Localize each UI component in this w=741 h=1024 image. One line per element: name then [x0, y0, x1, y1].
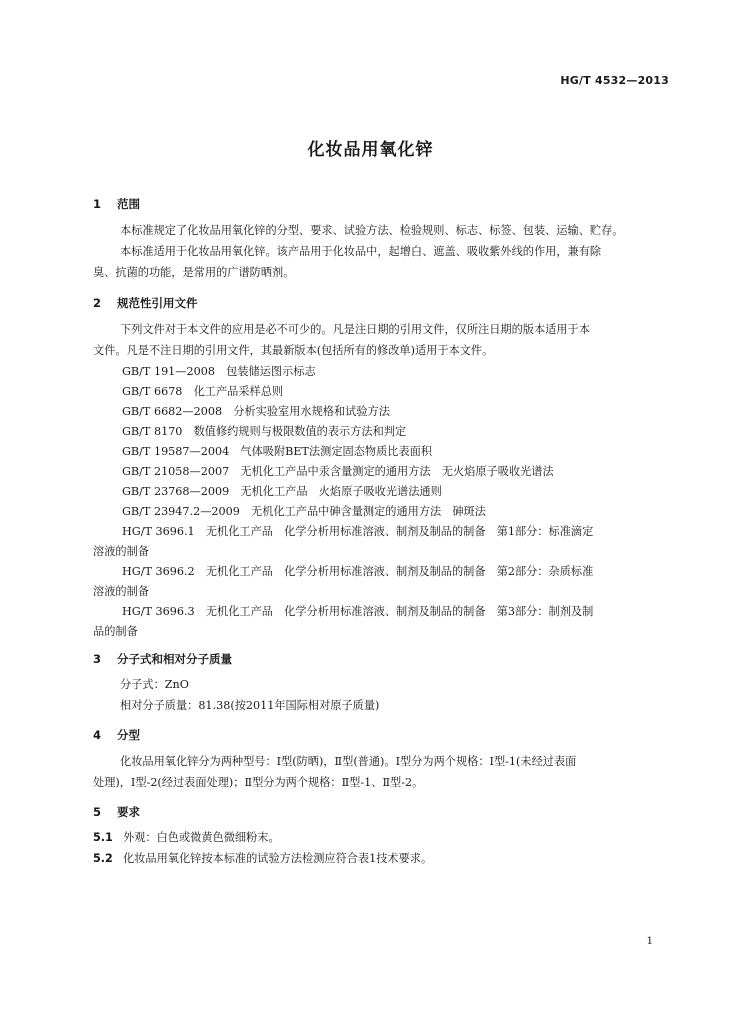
section-title: 规范性引用文件	[117, 296, 198, 310]
section-4-heading	[93, 727, 140, 743]
subclause-text: 化妆品用氧化锌按本标准的试验方法检测应符合表1技术要求。	[123, 852, 433, 865]
section-4-paragraph: 化妆品用氧化锌分为两种型号：Ⅰ型(防晒)，Ⅱ型(普通)。Ⅰ型分为两个规格：Ⅰ型-1(未经过表面	[120, 755, 577, 768]
section-4-paragraph-cont: 处理)，Ⅰ型-2(经过表面处理)；Ⅱ型分为两个规格：Ⅱ型-1、Ⅱ型-2。	[93, 776, 424, 789]
section-2-intro-cont: 文件。凡是不注日期的引用文件，其最新版本(包括所有的修改单)适用于本文件。	[93, 344, 494, 357]
section-number: 5	[93, 805, 102, 819]
section-2-heading	[93, 295, 198, 311]
subclause-5-1	[93, 829, 280, 845]
reference-item-hg2-cont: 溶液的制备	[93, 585, 149, 598]
section-number: 3	[93, 652, 102, 666]
section-1-heading	[93, 196, 140, 212]
section-title: 范围	[117, 197, 140, 211]
reference-item-hg2: HG/T 3696.2 无机化工产品 化学分析用标准溶液、制剂及制品的制备 第2部分：杂质标准	[122, 565, 594, 578]
reference-item: GB/T 6682—2008 分析实验室用水规格和试验方法	[122, 405, 390, 418]
subclause-number: 5.2	[93, 852, 113, 865]
section-number: 2	[93, 296, 102, 310]
section-title: 分子式和相对分子质量	[117, 652, 232, 666]
reference-item: GB/T 21058—2007 无机化工产品中汞含量测定的通用方法 无火焰原子吸收光谱法	[122, 465, 554, 478]
reference-item: GB/T 8170 数值修约规则与极限数值的表示方法和判定	[122, 425, 407, 438]
section-number: 1	[93, 197, 102, 211]
subclause-text: 外观：白色或微黄色微细粉末。	[123, 831, 280, 844]
page-number: 1	[646, 936, 653, 947]
reference-item-hg1: HG/T 3696.1 无机化工产品 化学分析用标准溶液、制剂及制品的制备 第1部分：标准滴定	[122, 525, 594, 538]
reference-item-hg3-cont: 品的制备	[93, 625, 138, 638]
subclause-5-2	[93, 850, 432, 866]
section-1-paragraph-2: 本标准适用于化妆品用氧化锌。该产品用于化妆品中，起增白、遮盖、吸收紫外线的作用，兼有除	[120, 245, 602, 258]
section-3-heading	[93, 651, 232, 667]
section-title: 要求	[117, 805, 140, 819]
reference-item: GB/T 191—2008 包装储运图示标志	[122, 365, 316, 378]
standard-code: HG/T 4532—2013	[560, 74, 669, 87]
section-1-paragraph-1: 本标准规定了化妆品用氧化锌的分型、要求、试验方法、检验规则、标志、标签、包装、运输、贮存。	[120, 224, 624, 237]
reference-item-hg1-cont: 溶液的制备	[93, 545, 149, 558]
molecular-formula: 分子式：ZnO	[120, 678, 189, 691]
reference-item: GB/T 19587—2004 气体吸附BET法测定固态物质比表面积	[122, 445, 433, 458]
section-1-paragraph-2-cont: 臭、抗菌的功能，是常用的广谱防晒剂。	[93, 266, 295, 279]
reference-item-hg3: HG/T 3696.3 无机化工产品 化学分析用标准溶液、制剂及制品的制备 第3部分：制剂及制	[122, 605, 594, 618]
document-title: 化妆品用氧化锌	[307, 140, 434, 160]
reference-item: GB/T 6678 化工产品采样总则	[122, 385, 284, 398]
subclause-number: 5.1	[93, 831, 113, 844]
section-2-intro: 下列文件对于本文件的应用是必不可少的。凡是注日期的引用文件，仅所注日期的版本适用于本	[120, 323, 590, 336]
reference-item: GB/T 23947.2—2009 无机化工产品中砷含量测定的通用方法 砷斑法	[122, 505, 486, 518]
reference-item: GB/T 23768—2009 无机化工产品 火焰原子吸收光谱法通则	[122, 485, 442, 498]
section-number: 4	[93, 728, 102, 742]
section-title: 分型	[117, 728, 140, 742]
molecular-mass: 相对分子质量：81.38(按2011年国际相对原子质量)	[120, 699, 380, 712]
section-5-heading	[93, 804, 140, 820]
